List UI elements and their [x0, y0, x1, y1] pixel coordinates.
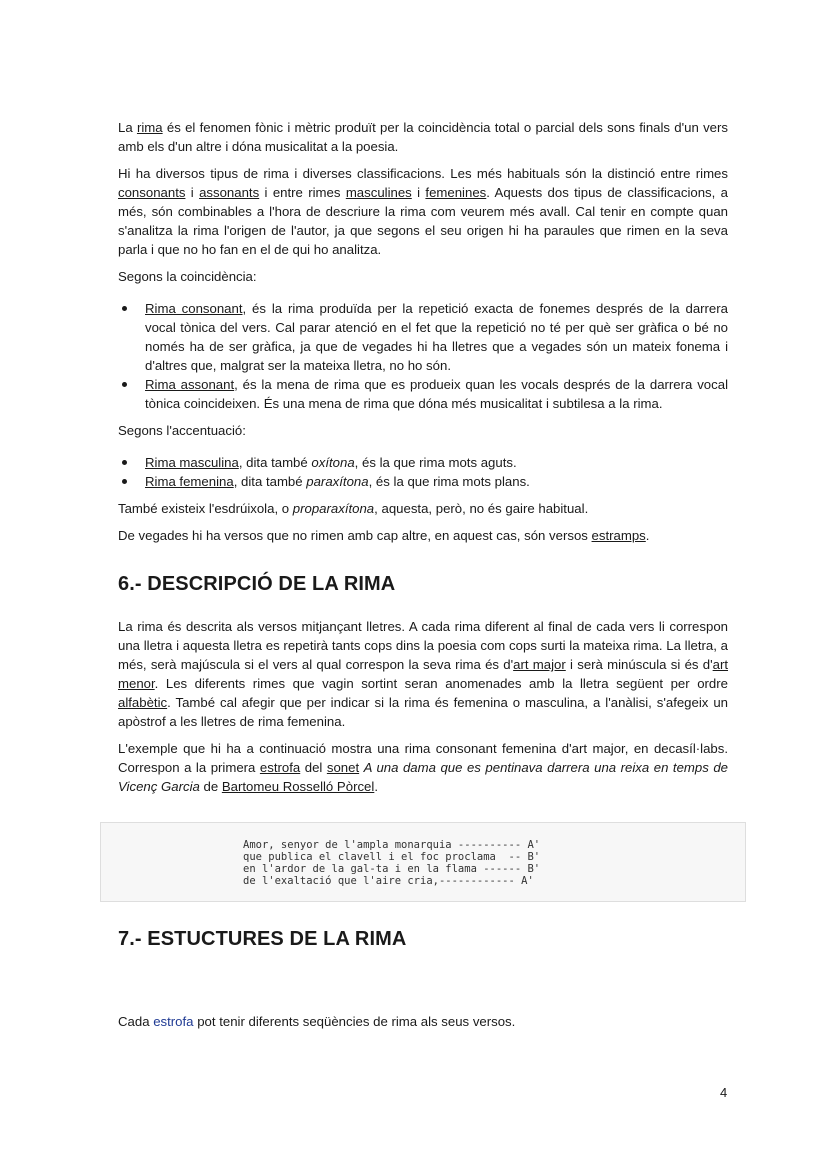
link-estramps[interactable]: estramps [591, 528, 646, 543]
link-rima-femenina[interactable]: Rima femenina [145, 474, 234, 489]
link-estrofa-blue[interactable]: estrofa [153, 1014, 194, 1029]
link-consonants[interactable]: consonants [118, 185, 186, 200]
paragraph-descripcio: La rima és descrita als versos mitjançant lletres. A cada rima diferent al final de cada vers li correspon una lletra i aquesta lletra es repetirà tants cops dins la poesia com cops surti la mateixa rima. La lletra, a més, serà majúscula si el vers al qual correspon la seva rima és d'art major i serà minúscula si és d'art menor. Les diferents rimes que vagin sortint seran anomenades amb la lletra següent per ordre alfabètic. També cal afegir que per indicar si la rima és femenina o masculina, a l'anàlisi, s'afegeix un apòstrof a les lletres de rima femenina. [118, 619, 729, 729]
paragraph-rima-definition: La rima és el fenomen fònic i mètric produït per la coincidència total o parcial dels sons finals d'un vers amb els d'un altre i dóna musicalitat a la poesia. [118, 120, 728, 154]
paragraph-esdruixola: També existeix l'esdrúixola, o proparaxítona, aquesta, però, no és gaire habitual. [118, 501, 589, 516]
link-sonet[interactable]: sonet [326, 760, 360, 775]
link-art-menor[interactable]: art menor [118, 657, 729, 691]
link-rima-masculina[interactable]: Rima masculina [145, 455, 239, 470]
page-content [118, 118, 728, 1039]
link-art-major[interactable]: art major [513, 657, 566, 672]
page-number: 4 [720, 1085, 728, 1100]
paragraph-exemple: L'exemple que hi ha a continuació mostra una rima consonant femenina d'art major, en decasíl·labs. Correspon a la primera estrofa del sonet A una dama que es pentinava darrera una reixa en temps de Vicenç Garcia de Bartomeu Rosselló Pòrcel. [118, 741, 728, 794]
coincidence-list [118, 299, 728, 413]
code-block [100, 822, 746, 902]
accent-list [118, 453, 728, 491]
link-assonants[interactable]: assonants [199, 185, 260, 200]
link-rima[interactable]: rima [136, 120, 163, 135]
link-rima-assonant[interactable]: Rima assonant [145, 377, 235, 392]
poem-rhyme-example: Amor, senyor de l'ampla monarquia ---------- A' que publica el clavell i el foc proclama -- B' en l'ardor de la gal-ta i en la flama ------ B' de l'exaltació que l'aire cria,------------ A' [243, 839, 541, 887]
paragraph-estrofa-sequencies: Cada estrofa pot tenir diferents seqüències de rima als seus versos. [118, 1014, 516, 1029]
link-rima-consonant[interactable]: Rima consonant [145, 301, 243, 316]
list-item: Rima femenina, dita també paraxítona, és la que rima mots plans. [118, 472, 728, 491]
list-item: Rima consonant, és la rima produïda per la repetició exacta de fonemes després de la darrera vocal tònica del vers. Cal parar atenció en el fet que la repetició no té per què ser gràfica o bé no només ha de ser gràfica, ja que de vegades hi ha lletres que a vegades són un mateix fonema i d'altres que, malgrat ser la mateixa lletra, no ho són. [118, 299, 728, 375]
list-item: Rima assonant, és la mena de rima que es produeix quan les vocals després de la darrera vocal tònica coincideixen. És una mena de rima que dóna més musicalitat i subtilesa a la rima. [118, 375, 728, 413]
paragraph-classifications: Hi ha diversos tipus de rima i diverses classificacions. Les més habituals són la distinció entre rimes consonants i assonants i entre rimes masculines i femenines. Aquests dos tipus de classificacions, a més, són combinables a l'hora de descriure la rima com veurem més avall. Cal tenir en compte quan s'analitza la rima l'origen de l'autor, ja que segons el seu origen hi ha paraules que rimen en la seva parla i que no ho fan en el de qui ho analitza. [118, 166, 728, 257]
list-item: Rima masculina, dita també oxítona, és la que rima mots aguts. [118, 453, 728, 472]
paragraph-segons-coincidencia: Segons la coincidència: [118, 269, 257, 284]
paragraph-segons-accentuacio: Segons l'accentuació: [118, 423, 246, 438]
section-heading-descripcio: 6.- DESCRIPCIÓ DE LA RIMA [118, 573, 396, 595]
link-femenines[interactable]: femenines [425, 185, 487, 200]
link-bartomeu-rossello-porcel[interactable]: Bartomeu Rosselló Pòrcel [221, 779, 375, 794]
link-masculines[interactable]: masculines [345, 185, 412, 200]
paragraph-estramps: De vegades hi ha versos que no rimen amb cap altre, en aquest cas, són versos estramps. [118, 528, 650, 543]
section-heading-estructures: 7.- ESTUCTURES DE LA RIMA [118, 928, 407, 950]
link-alfabetic[interactable]: alfabètic [118, 695, 168, 710]
link-estrofa[interactable]: estrofa [259, 760, 301, 775]
